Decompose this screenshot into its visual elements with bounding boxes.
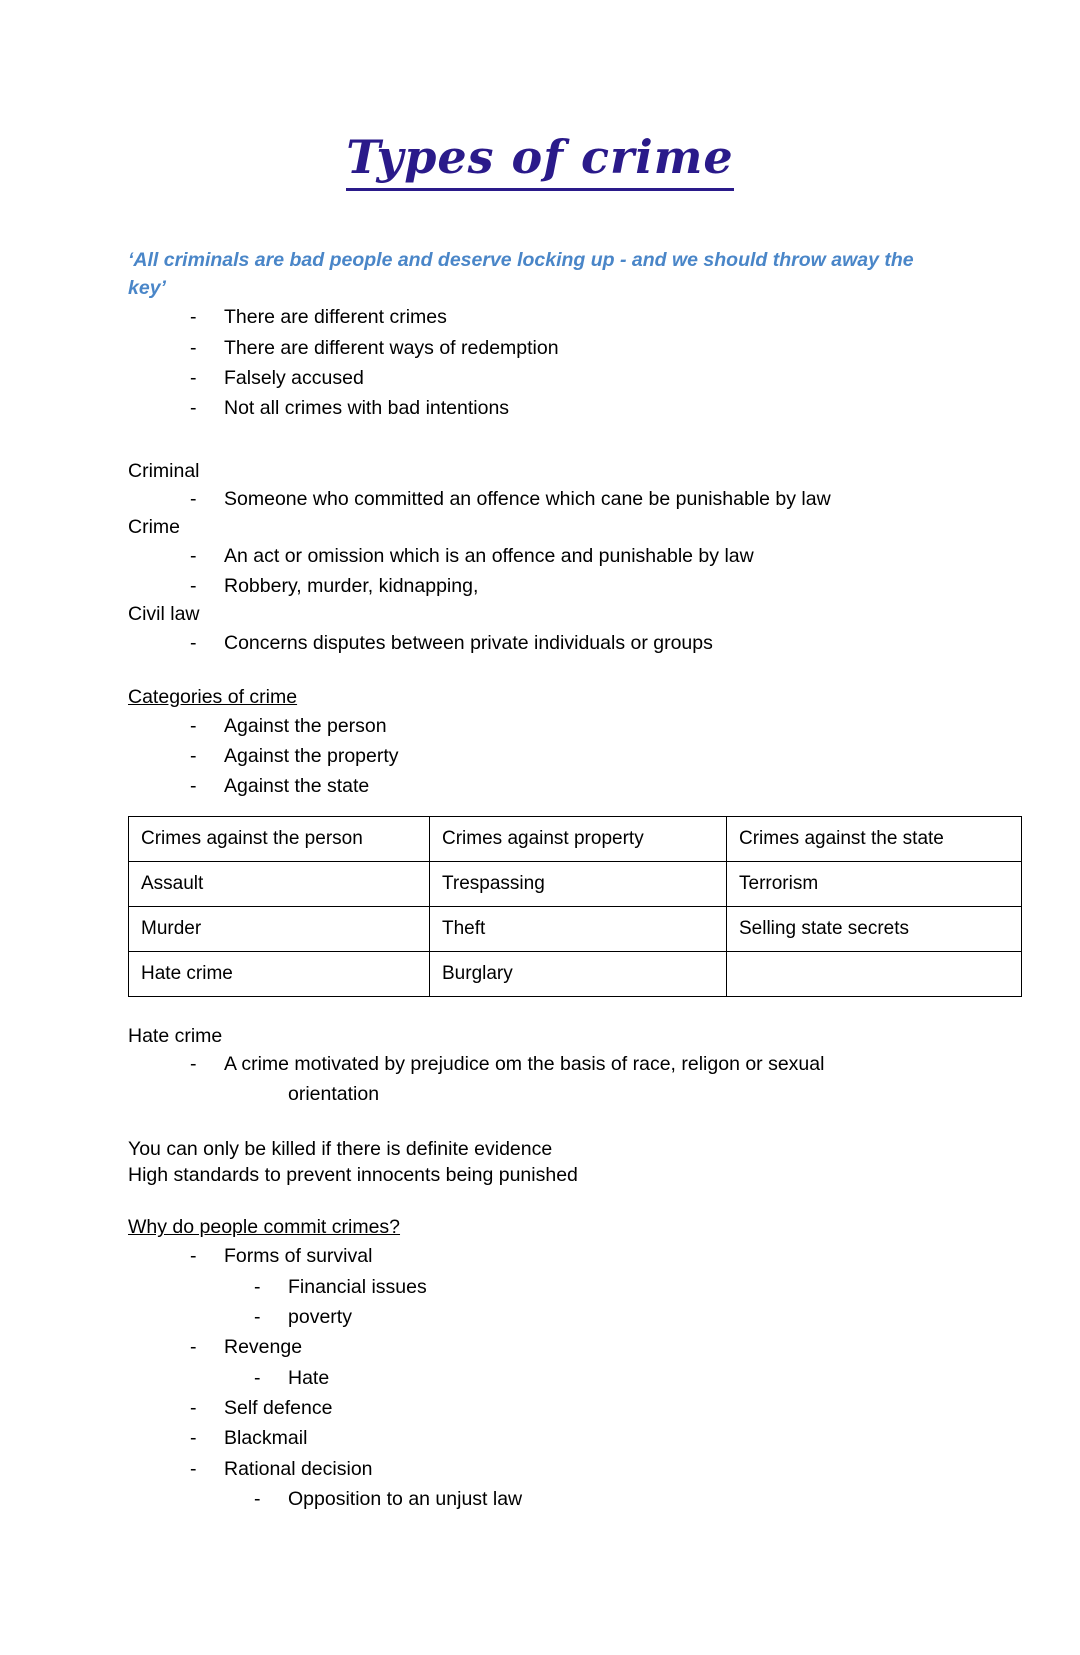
list-item: - Someone who committed an offence which cane be punishable by law bbox=[158, 484, 952, 514]
list-item: - Hate bbox=[158, 1363, 952, 1393]
table-cell: Theft bbox=[430, 906, 727, 951]
definition-term-criminal: Criminal bbox=[128, 459, 200, 482]
list-item: - Against the person bbox=[158, 711, 952, 741]
quote-bullet-list bbox=[128, 302, 952, 423]
spacer bbox=[128, 1110, 952, 1136]
table-cell: Selling state secrets bbox=[727, 906, 1022, 951]
list-item: - A crime motivated by prejudice om the basis of race, religon or sexual bbox=[158, 1049, 952, 1079]
definition-term-civil-law: Civil law bbox=[128, 603, 200, 626]
list-item: - An act or omission which is an offence and punishable by law bbox=[158, 541, 952, 571]
table-cell: Hate crime bbox=[129, 951, 430, 996]
spacer bbox=[128, 424, 952, 458]
table-row bbox=[129, 861, 1022, 906]
table-header-cell: Crimes against property bbox=[430, 816, 727, 861]
table-header-cell: Crimes against the state bbox=[727, 816, 1022, 861]
list-item: - Revenge bbox=[158, 1332, 952, 1362]
document-page bbox=[0, 130, 1080, 1655]
list-item-continuation: orientation bbox=[288, 1083, 380, 1106]
list-item: - poverty bbox=[158, 1302, 952, 1332]
list-item: - Blackmail bbox=[158, 1423, 952, 1453]
definition-points-criminal bbox=[128, 484, 952, 514]
section-heading-categories: Categories of crime bbox=[128, 685, 298, 708]
list-item: - Financial issues bbox=[158, 1272, 952, 1302]
definition-points-civil-law bbox=[128, 628, 952, 658]
list-item: - Falsely accused bbox=[158, 363, 952, 393]
list-item: - There are different ways of redemption bbox=[158, 333, 952, 363]
why-sublist-revenge bbox=[128, 1363, 952, 1393]
note-line: High standards to prevent innocents being punished bbox=[128, 1164, 578, 1186]
quote-heading: ‘All criminals are bad people and deserve locking up - and we should throw away the key’ bbox=[128, 249, 914, 299]
table-header-cell: Crimes against the person bbox=[129, 816, 430, 861]
list-item: - Self defence bbox=[158, 1393, 952, 1423]
why-sublist-survival bbox=[128, 1272, 952, 1333]
list-item: - Forms of survival bbox=[158, 1241, 952, 1271]
why-sublist-rational bbox=[128, 1484, 952, 1514]
why-list bbox=[128, 1332, 952, 1362]
list-item: - Opposition to an unjust law bbox=[158, 1484, 952, 1514]
table-cell: Terrorism bbox=[727, 861, 1022, 906]
why-list bbox=[128, 1393, 952, 1484]
note-line: You can only be killed if there is definite evidence bbox=[128, 1137, 553, 1160]
section-heading-why: Why do people commit crimes? bbox=[128, 1216, 401, 1239]
list-item: - There are different crimes bbox=[158, 302, 952, 332]
list-item: - Rational decision bbox=[158, 1454, 952, 1484]
definition-points-crime bbox=[128, 541, 952, 602]
list-item: - Against the state bbox=[158, 771, 952, 801]
table-cell: Trespassing bbox=[430, 861, 727, 906]
list-item: - Against the property bbox=[158, 741, 952, 771]
list-item: - Concerns disputes between private individuals or groups bbox=[158, 628, 952, 658]
hate-crime-points bbox=[128, 1049, 952, 1110]
table-row bbox=[129, 906, 1022, 951]
table-row bbox=[129, 816, 1022, 861]
list-item: - Not all crimes with bad intentions bbox=[158, 393, 952, 423]
table-cell: Burglary bbox=[430, 951, 727, 996]
definition-term-hate-crime: Hate crime bbox=[128, 1024, 223, 1047]
categories-list bbox=[128, 711, 952, 802]
table-cell: Assault bbox=[129, 861, 430, 906]
table-cell bbox=[727, 951, 1022, 996]
list-item: - Robbery, murder, kidnapping, bbox=[158, 571, 952, 601]
page-title-text: Types of crime bbox=[346, 130, 733, 191]
definition-term-crime: Crime bbox=[128, 516, 180, 539]
crime-categories-table bbox=[128, 816, 1022, 997]
spacer bbox=[128, 997, 952, 1023]
page-title bbox=[128, 130, 952, 191]
table-row bbox=[129, 951, 1022, 996]
table-cell: Murder bbox=[129, 906, 430, 951]
why-list bbox=[128, 1241, 952, 1271]
